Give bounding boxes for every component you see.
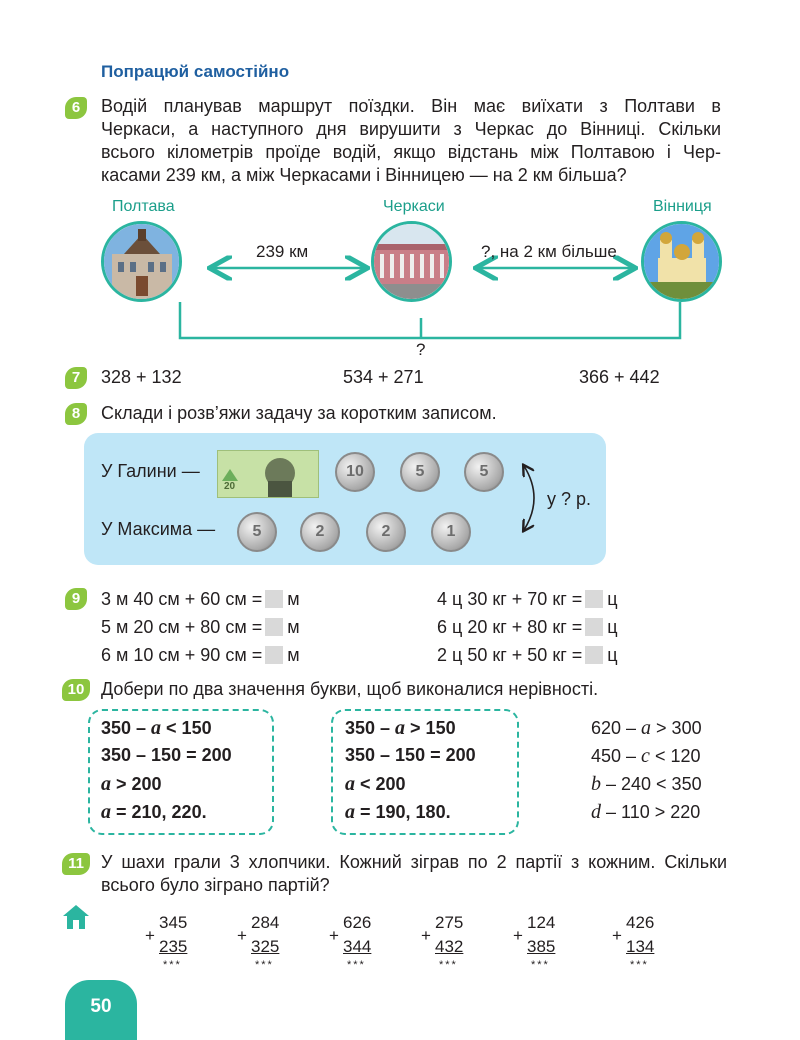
answer-placeholder: *** <box>163 959 182 971</box>
task8-text: Склади і розв’яжи задачу за коротким записом. <box>101 403 497 423</box>
addition-column-2 <box>237 913 297 979</box>
task9-left-row-1 <box>101 589 300 610</box>
task-number-8: 8 <box>65 403 87 425</box>
inequality-4: d – 110 > 220 <box>591 801 701 823</box>
total-bracket <box>180 302 680 338</box>
plus-sign: + <box>421 926 431 945</box>
answer-box[interactable] <box>585 646 603 664</box>
expression: 6 м 10 см + 90 см = <box>101 645 263 665</box>
task10-text: Добери по два значення букви, щоб виконалися нерівності. <box>101 679 599 699</box>
answer-box[interactable] <box>585 590 603 608</box>
answer-placeholder: *** <box>347 959 366 971</box>
task9-left-row-3 <box>101 645 300 666</box>
task-number-9: 9 <box>65 588 87 610</box>
plus-sign: + <box>612 926 622 945</box>
addend-top: 426 <box>626 913 655 932</box>
task-number-11: 11 <box>62 853 90 875</box>
coin-1: 1 <box>431 512 471 552</box>
cherkasy-photo <box>371 221 452 302</box>
addend-bottom: 134 <box>626 937 655 956</box>
answer-box[interactable] <box>265 618 283 636</box>
expression: 4 ц 30 кг + 70 кг = <box>437 589 583 609</box>
addend-bottom: 325 <box>251 937 280 956</box>
poltava-photo <box>101 221 182 302</box>
task9-right-row-1 <box>437 589 618 610</box>
banknote-20 <box>217 450 319 498</box>
plus-sign: + <box>513 926 523 945</box>
box2-line-2: 350 – 150 = 200 <box>345 745 476 765</box>
answer-placeholder: *** <box>255 959 274 971</box>
addition-column-4 <box>421 913 481 979</box>
banknote-value: 20 <box>224 481 236 492</box>
addend-bottom: 344 <box>343 937 372 956</box>
section-title: Попрацюй самостійно <box>101 62 290 81</box>
inequality-2: 450 – c < 120 <box>591 745 701 767</box>
task9-right-row-3 <box>437 645 618 666</box>
unit: м <box>287 589 300 609</box>
task11-line-2: всього було зіграно партій? <box>101 875 330 895</box>
box2-line-1: 350 – a > 150 <box>345 717 456 739</box>
page-number: 50 <box>90 996 112 1017</box>
box1-line-3: a > 200 <box>101 773 162 795</box>
box2-line-4: a = 190, 180. <box>345 801 451 823</box>
home-icon <box>62 904 90 930</box>
addend-top: 124 <box>527 913 556 932</box>
task-number-10: 10 <box>62 679 90 701</box>
answer-placeholder: *** <box>439 959 458 971</box>
inequality-1: 620 – a > 300 <box>591 717 702 739</box>
addend-bottom: 385 <box>527 937 556 956</box>
addend-top: 284 <box>251 913 280 932</box>
inequality-3: b – 240 < 350 <box>591 773 702 795</box>
city-label-cherkasy: Черкаси <box>383 198 445 215</box>
coin-2: 2 <box>300 512 340 552</box>
answer-placeholder: *** <box>630 959 649 971</box>
task9-right-row-2 <box>437 617 618 638</box>
plus-sign: + <box>145 926 155 945</box>
task-number-6: 6 <box>65 97 87 119</box>
task7-expr-2: 534 + 271 <box>343 367 424 387</box>
coin-5: 5 <box>464 452 504 492</box>
task6-line-3: всього кілометрів проїде водій, якщо відстань між Полтавою і Чер- <box>101 142 721 162</box>
route-diagram <box>0 0 800 400</box>
task11-line-1: У шахи грали 3 хлопчики. Кожний зіграв по 2 партії з кожним. Скільки <box>101 852 727 872</box>
box1-line-1: 350 – a < 150 <box>101 717 212 739</box>
city-label-vinnytsia: Вінниця <box>653 198 712 215</box>
task6-line-2: Черкаси, а наступного дня вирушити з Черкас до Вінниці. Скільки <box>101 119 721 139</box>
question-label: у ? р. <box>547 489 592 509</box>
expression: 6 ц 20 кг + 80 кг = <box>437 617 583 637</box>
galyna-label: У Галини — <box>101 461 200 481</box>
plus-sign: + <box>237 926 247 945</box>
expression: 3 м 40 см + 60 см = <box>101 589 263 609</box>
unit: м <box>287 617 300 637</box>
answer-box[interactable] <box>585 618 603 636</box>
addition-column-6 <box>612 913 672 979</box>
maksym-label: У Максима — <box>101 519 216 539</box>
addend-bottom: 432 <box>435 937 464 956</box>
unit: ц <box>607 617 618 637</box>
answer-box[interactable] <box>265 646 283 664</box>
city-label-poltava: Полтава <box>112 198 175 215</box>
addend-bottom: 235 <box>159 937 188 956</box>
answer-placeholder: *** <box>531 959 550 971</box>
task9-left-row-2 <box>101 617 300 638</box>
addend-top: 626 <box>343 913 372 932</box>
task7-expr-3: 366 + 442 <box>579 367 660 387</box>
total-question: ? <box>416 340 426 359</box>
task7-expr-1: 328 + 132 <box>101 367 182 387</box>
addition-column-3 <box>329 913 389 979</box>
addend-top: 275 <box>435 913 464 932</box>
box1-line-2: 350 – 150 = 200 <box>101 745 232 765</box>
unit: ц <box>607 589 618 609</box>
coin-2: 2 <box>366 512 406 552</box>
box1-line-4: a = 210, 220. <box>101 801 207 823</box>
comparison-arrow-icon <box>510 458 550 538</box>
plus-sign: + <box>329 926 339 945</box>
unit: ц <box>607 645 618 665</box>
coin-5: 5 <box>400 452 440 492</box>
task6-line-1: Водій планував маршрут поїздки. Він має виїхати з Полтави в <box>101 96 721 116</box>
task-number-7: 7 <box>65 367 87 389</box>
distance-label-1: 239 км <box>256 242 309 261</box>
coin-10: 10 <box>335 452 375 492</box>
box2-line-3: a < 200 <box>345 773 406 795</box>
distance-label-2: ?, на 2 км більше <box>481 242 617 261</box>
addend-top: 345 <box>159 913 188 932</box>
answer-box[interactable] <box>265 590 283 608</box>
addition-column-5 <box>513 913 573 979</box>
coin-5: 5 <box>237 512 277 552</box>
addition-column-1 <box>145 913 205 979</box>
unit: м <box>287 645 300 665</box>
expression: 2 ц 50 кг + 50 кг = <box>437 645 583 665</box>
task6-line-4: касами 239 км, а між Черкасами і Вінницею — на 2 км більша? <box>101 165 627 185</box>
expression: 5 м 20 см + 80 см = <box>101 617 263 637</box>
vinnytsia-photo <box>641 221 722 302</box>
